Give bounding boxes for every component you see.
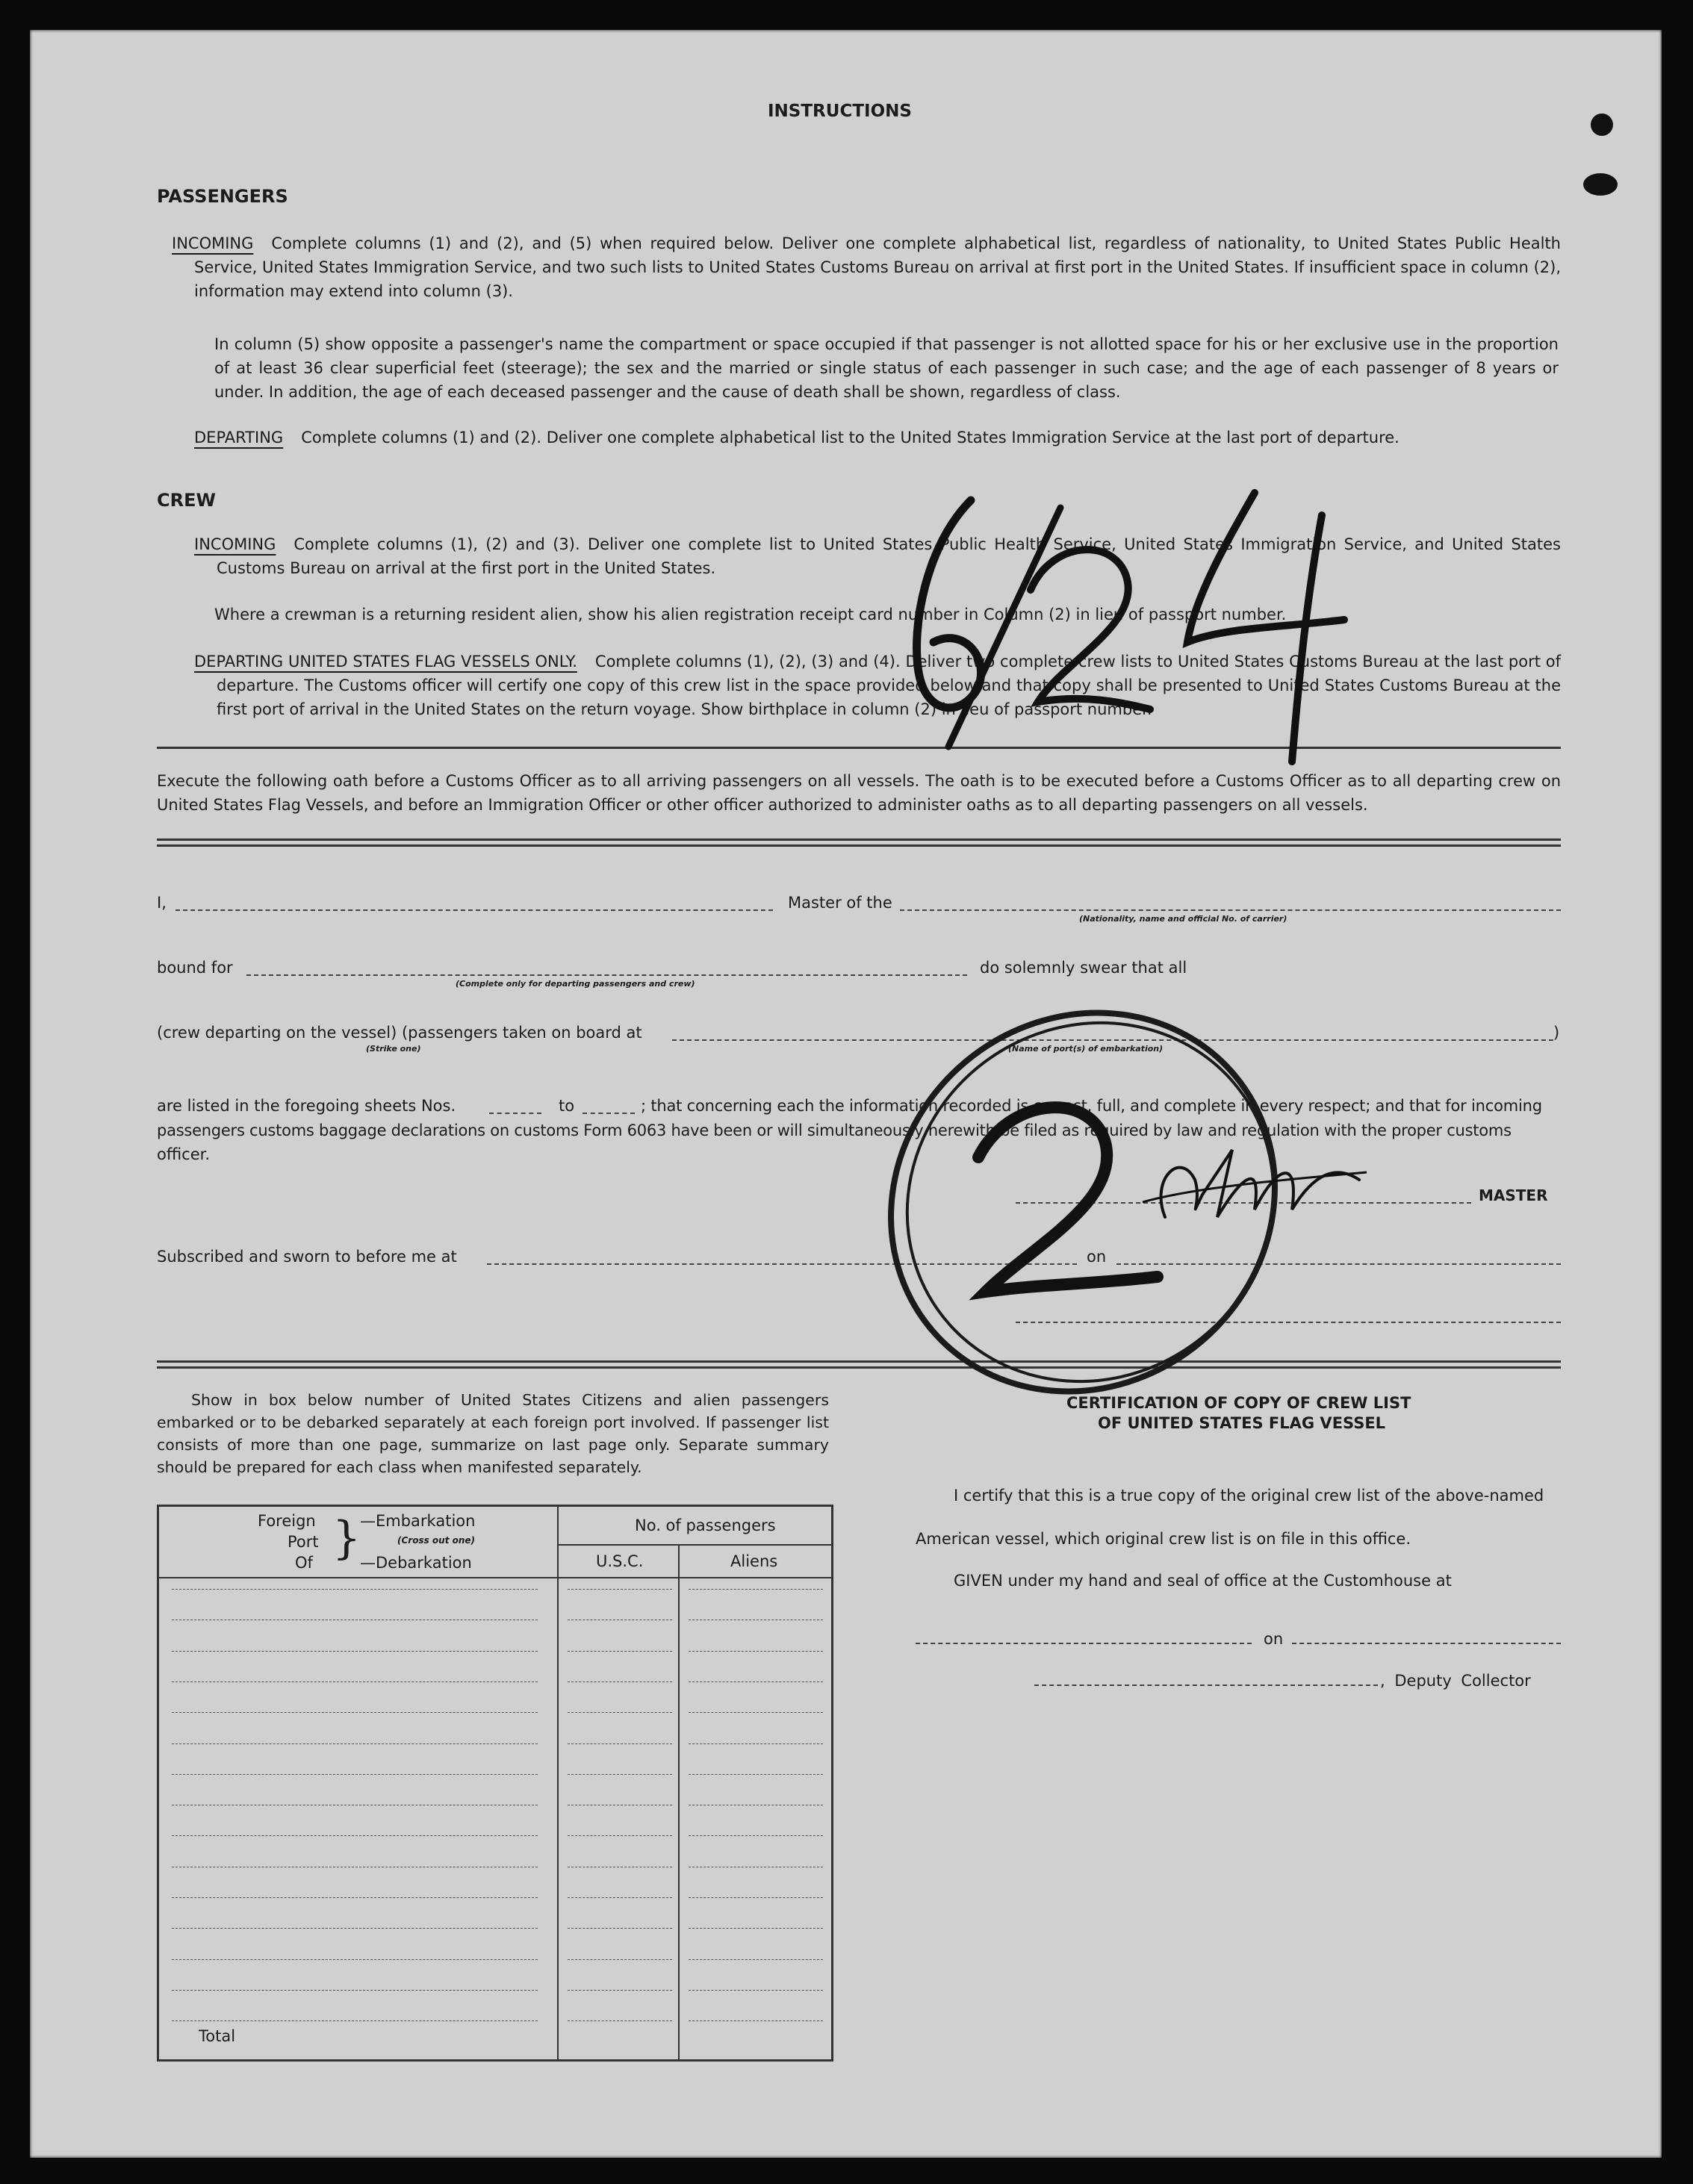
table-row-rule (568, 1990, 672, 1991)
page-title: INSTRUCTIONS (768, 102, 912, 121)
table-col-rule (678, 1544, 680, 2059)
sworn-date-field[interactable] (1116, 1263, 1561, 1265)
table-row-rule (568, 1681, 672, 1682)
header-port: Port (288, 1533, 319, 1551)
crew-incoming-text: INCOMING Complete columns (1), (2) and (3). Deliver one complete list to United States Public Health Service, United States Immigration Service, and United States Customs Bureau on arrival at the first port in the United States. (194, 535, 1561, 577)
crew-departing-text-line: (crew departing on the vessel) (passengers taken on board at (157, 1024, 642, 1042)
circled-2-mark (844, 963, 1337, 1426)
table-col-rule (557, 1505, 559, 2059)
table-row-rule (689, 1743, 823, 1744)
header-debarkation: —Debarkation (360, 1554, 472, 1572)
header-of: Of (295, 1554, 313, 1572)
table-header-rule (157, 1577, 831, 1578)
header-aliens: Aliens (730, 1552, 778, 1570)
carrier-field[interactable] (900, 909, 1561, 911)
close-paren: ) (1553, 1024, 1560, 1042)
carrier-note: (Nationality, name and official No. of carrier) (1079, 914, 1287, 924)
ports-field[interactable] (672, 1039, 1553, 1041)
sworn-place-field[interactable] (487, 1263, 1077, 1265)
header-usc: U.S.C. (596, 1552, 644, 1570)
passengers-departing-label: DEPARTING (194, 429, 284, 447)
table-row-rule (568, 1835, 672, 1836)
master-of-the-label: Master of the (788, 894, 892, 912)
ports-note: (Name of port(s) of embarkation) (1008, 1044, 1164, 1054)
sheet-from-field[interactable] (489, 1113, 541, 1114)
certification-line-2: American vessel, which original crew list is on file in this office. (916, 1530, 1411, 1548)
listed-text-b: ; that concerning each the information recorded is correct, full, and complete in every respect; and that for incoming (641, 1097, 1542, 1115)
table-row-rule (172, 1712, 538, 1713)
passenger-summary-table (157, 1505, 833, 2062)
table-row-rule (568, 1897, 672, 1898)
divider (157, 839, 1561, 841)
table-row-rule (689, 1897, 823, 1898)
table-row-rule (689, 1990, 823, 1991)
table-row-rule (689, 1589, 823, 1590)
sheet-to-field[interactable] (583, 1113, 635, 1114)
divider (157, 1360, 1561, 1363)
table-row-rule (172, 1743, 538, 1744)
certification-on-label: on (1264, 1630, 1284, 1648)
table-row-rule (689, 2020, 823, 2021)
section-title-crew: CREW (157, 490, 216, 511)
table-row-rule (172, 1959, 538, 1960)
oath-i-label: I, (157, 894, 167, 912)
table-row-rule (568, 1651, 672, 1652)
passengers-departing-row: DEPARTING Complete columns (1) and (2). Deliver one complete alphabetical list to the United States Immigration Service at the last port of departure. (194, 429, 1400, 447)
oath-intro: Execute the following oath before a Customs Officer as to all arriving passengers on all vessels. The oath is to be executed before a Customs Officer as to all departing crew on United States Flag Vessels, and before an Immigration Officer or other officer authorized to administer oaths as to all departing passengers on all vessels. (157, 772, 1561, 814)
section-title-passengers: PASSENGERS (157, 186, 288, 207)
sworn-on-label: on (1087, 1248, 1107, 1266)
header-cross-out: (Cross out one) (397, 1535, 476, 1546)
table-row-rule (568, 1774, 672, 1775)
table-row-rule (568, 1589, 672, 1590)
table-row-rule (689, 1681, 823, 1682)
certification-title-1: CERTIFICATION OF COPY OF CREW LIST (1066, 1394, 1411, 1412)
ink-spot (1583, 173, 1618, 196)
table-row-rule (568, 2020, 672, 2021)
listed-text-d: officer. (157, 1145, 210, 1163)
certification-date-field[interactable] (1292, 1643, 1561, 1644)
table-row-rule (172, 1928, 538, 1929)
header-no-passengers: No. of passengers (635, 1516, 776, 1534)
table-row-rule (689, 1928, 823, 1929)
table-row-rule (689, 1959, 823, 1960)
table-row-rule (568, 1959, 672, 1960)
crew-resident-text: Where a crewman is a returning resident alien, show his alien registration receipt card number in Column (2) in lieu of passport number. (214, 606, 1287, 623)
officer-signature-field[interactable] (1016, 1322, 1561, 1323)
table-row-rule (172, 1897, 538, 1898)
crew-incoming-label: INCOMING (194, 535, 276, 553)
crew-departing-label: DEPARTING UNITED STATES FLAG VESSELS ONLY. (194, 653, 577, 671)
table-row-rule (689, 1651, 823, 1652)
bound-note: (Complete only for departing passengers and crew) (456, 979, 695, 989)
bound-for-label: bound for (157, 959, 233, 977)
passengers-column5-text: In column (5) show opposite a passenger's name the compartment or space occupied if that passenger is not allotted space for his or her exclusive use in the proportion of at least 36 clear superficial feet (steerage); the sex and the married or single status of each passenger in such case; and the age of each passenger of 8 years or under. In addition, the age of each deceased passenger and the cause of death shall be shown, regardless of class. (214, 335, 1559, 401)
listed-text-c: passengers customs baggage declarations on customs Form 6063 have been or will simultaneously herewith be filed as required by law and regulation with the proper customs (157, 1121, 1512, 1139)
swear-text: do solemnly swear that all (980, 959, 1187, 977)
form-page (30, 30, 1662, 2158)
table-row-rule (689, 1712, 823, 1713)
total-label: Total (199, 2027, 236, 2045)
ink-spot (1591, 113, 1613, 136)
divider (157, 1366, 1561, 1369)
table-row-rule (568, 1712, 672, 1713)
handwritten-6-24 (836, 478, 1389, 777)
summary-instructions: Show in box below number of United States Citizens and alien passengers embarked or to be debarked separately at each foreign port involved. If passenger list consists of more than one page, summarize on last page only. Separate summary should be prepared for each class when manifested separately. (157, 1391, 829, 1476)
crew-departing-text: DEPARTING UNITED STATES FLAG VESSELS ONLY. Complete columns (1), (2), (3) and (4). Deliver two complete crew lists to United States Customs Bureau at the last port of departure. The Customs officer will certify one copy of this crew list in the space provided below and that copy shall be presented to United States Customs Bureau at the first port of arrival in the United States on the return voyage. Show birthplace in column (2) in lieu of passport number. (194, 653, 1561, 718)
certification-line-3: GIVEN under my hand and seal of office at the Customhouse at (954, 1572, 1452, 1590)
strike-one-note: (Strike one) (366, 1044, 421, 1054)
customhouse-field[interactable] (916, 1643, 1252, 1644)
deputy-collector-label: , Deputy Collector (1380, 1672, 1531, 1690)
table-row-rule (172, 1589, 538, 1590)
certification-line-1: I certify that this is a true copy of the original crew list of the above-named (954, 1487, 1544, 1505)
divider (157, 747, 1561, 749)
master-label: MASTER (1479, 1186, 1548, 1204)
master-signature-field[interactable] (1016, 1202, 1471, 1204)
table-row-rule (568, 1928, 672, 1929)
table-row-rule (689, 1835, 823, 1836)
deputy-signature-field[interactable] (1034, 1684, 1378, 1686)
table-row-rule (689, 1774, 823, 1775)
table-row-rule (172, 2020, 538, 2021)
divider (157, 844, 1561, 847)
listed-text-a: are listed in the foregoing sheets Nos. (157, 1097, 456, 1115)
table-row-rule (568, 1743, 672, 1744)
table-row-rule (172, 1651, 538, 1652)
table-row-rule (172, 1990, 538, 1991)
table-row-rule (172, 1774, 538, 1775)
table-row-rule (172, 1835, 538, 1836)
listed-to: to (559, 1097, 575, 1115)
passengers-incoming-label: INCOMING (172, 234, 254, 252)
subscribed-label: Subscribed and sworn to before me at (157, 1248, 457, 1266)
master-signature-scrawl (1135, 1135, 1374, 1239)
certification-title-2: OF UNITED STATES FLAG VESSEL (1098, 1414, 1386, 1432)
brace-icon: } (332, 1512, 361, 1564)
master-name-field[interactable] (175, 909, 773, 911)
table-header-subrule (557, 1544, 831, 1546)
bound-for-field[interactable] (246, 974, 967, 976)
passengers-incoming-text: INCOMING Complete columns (1) and (2), and (5) when required below. Deliver one complete alphabetical list, regardless of nationality, to United States Public Health Service, United States Immigration Service, and two such lists to United States Customs Bureau on arrival at first port in the United States. If insufficient space in column (2), information may extend into column (3). (172, 234, 1561, 300)
header-embarkation: —Embarkation (360, 1512, 476, 1530)
table-row-rule (172, 1681, 538, 1682)
header-foreign: Foreign (258, 1512, 316, 1530)
